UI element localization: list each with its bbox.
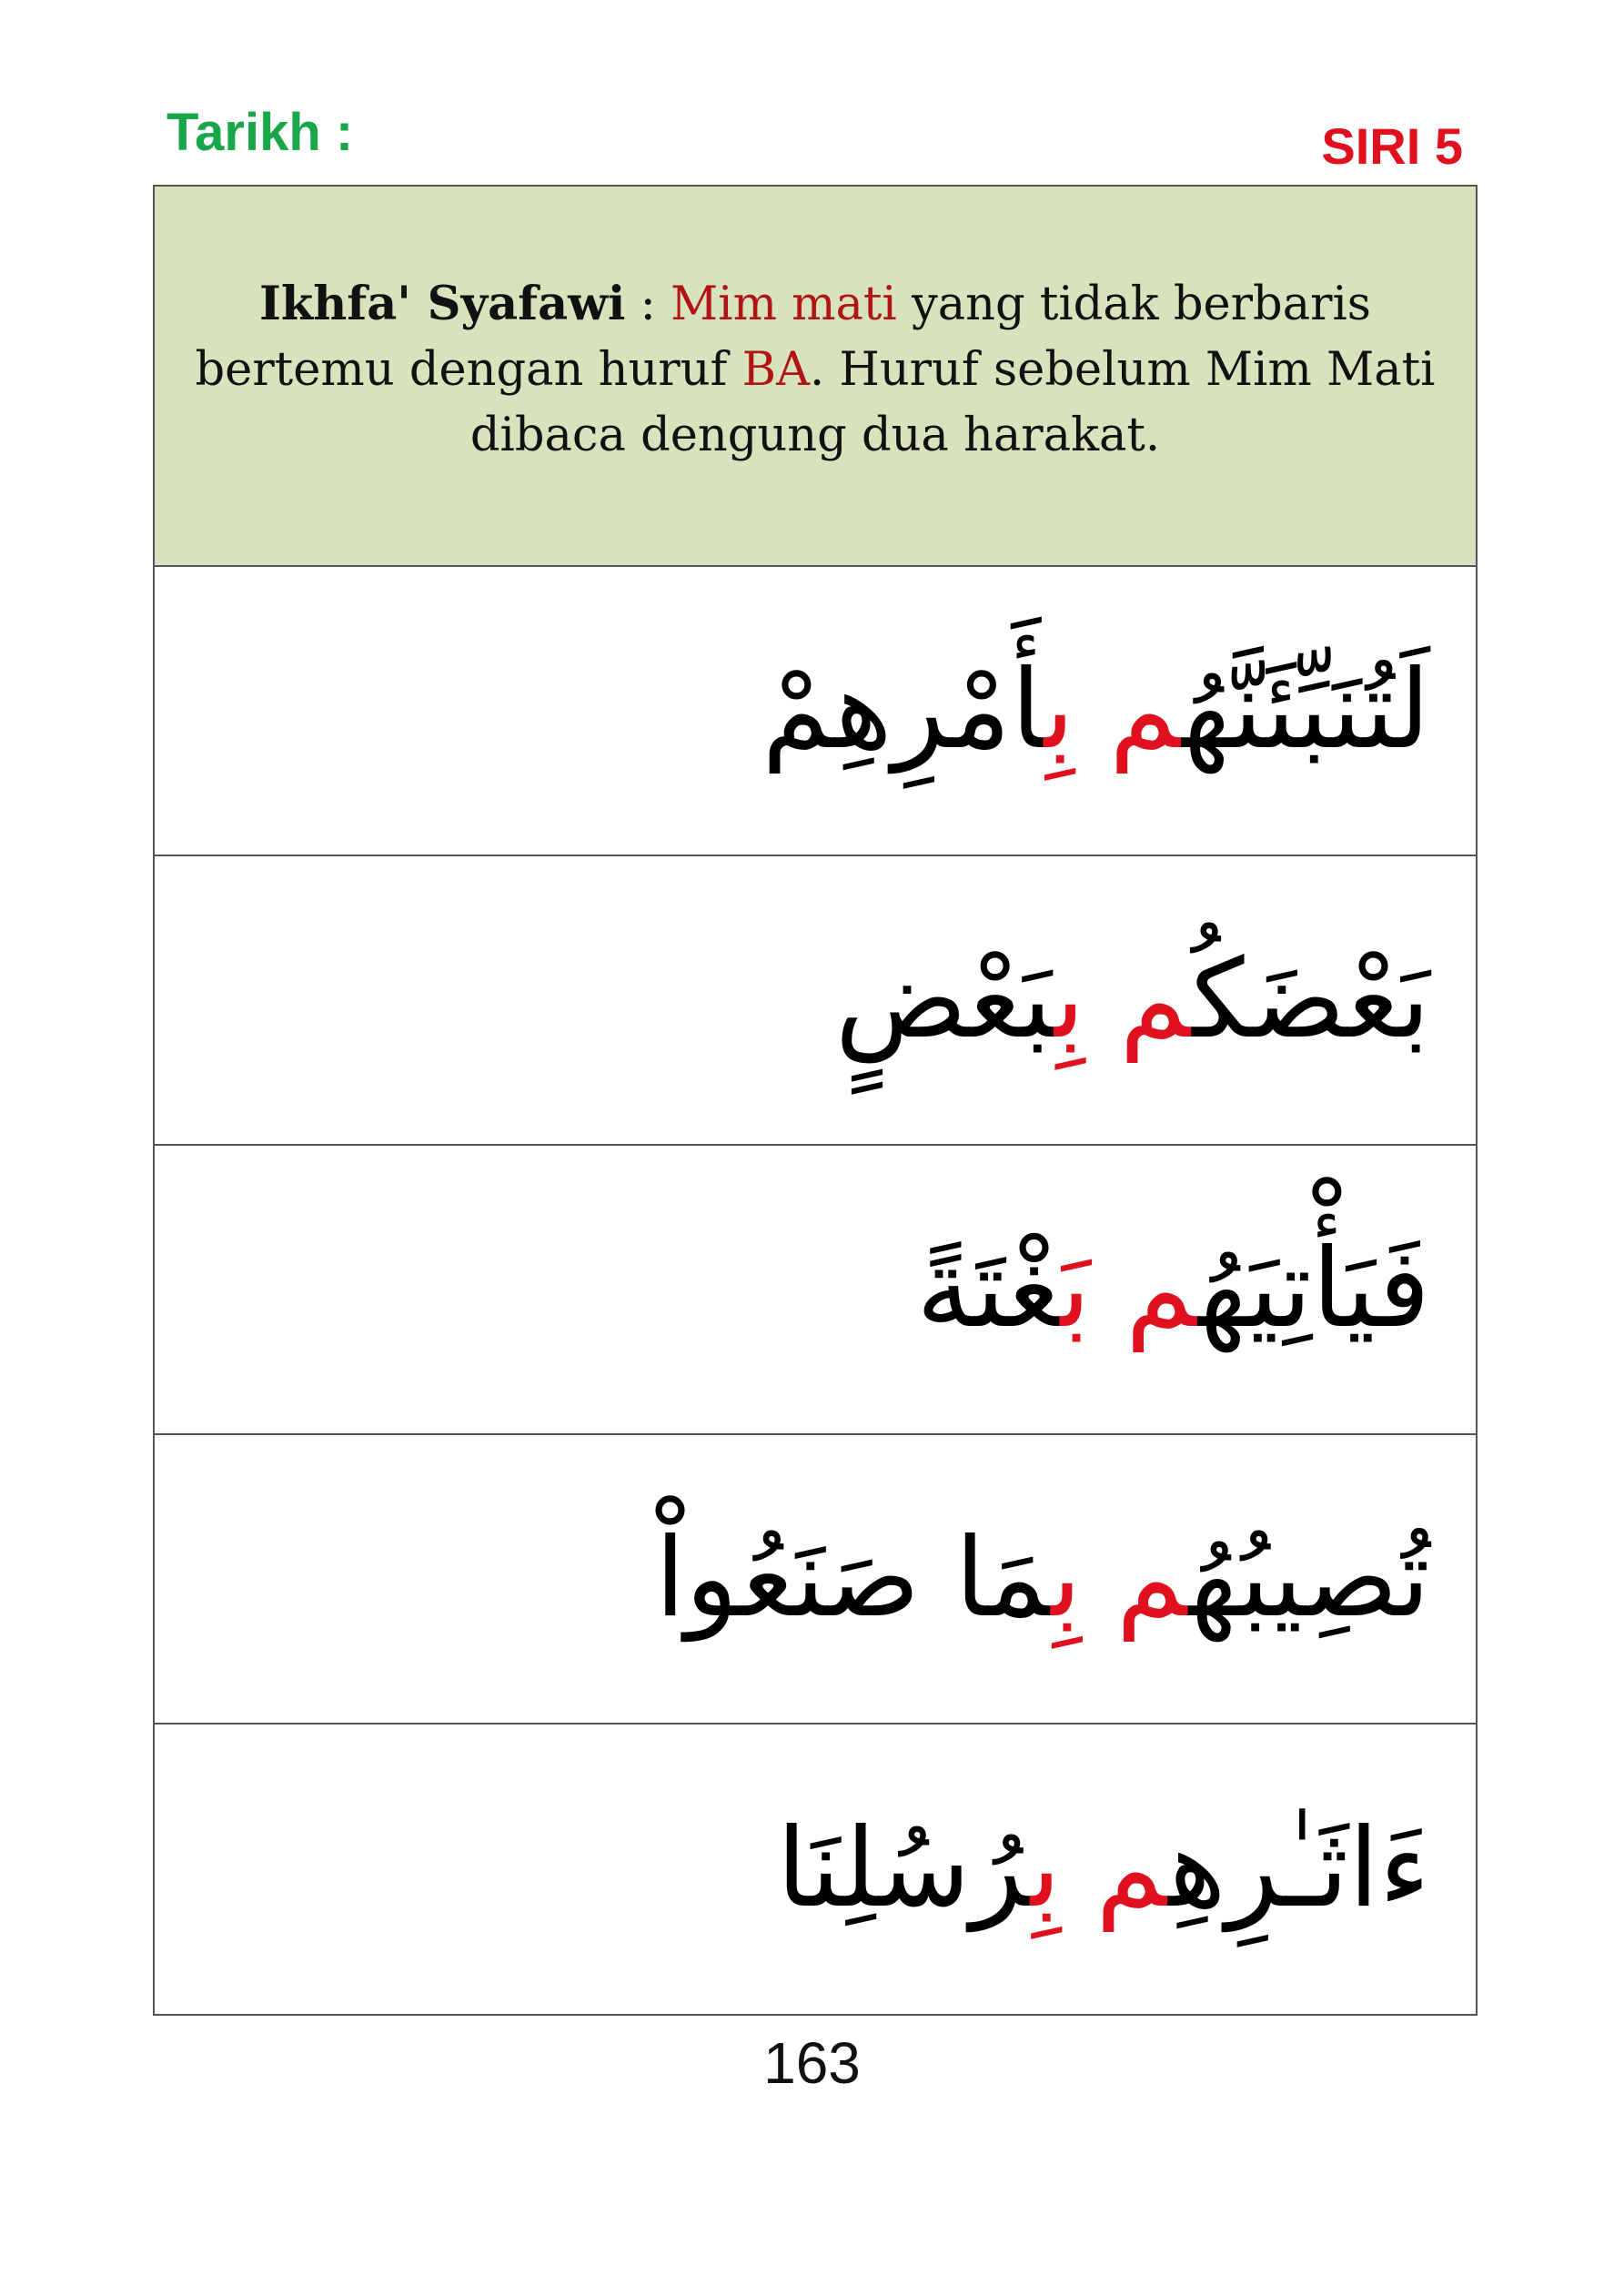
- verse-highlight: م بَ: [1060, 1226, 1198, 1352]
- verse-row: [155, 567, 1476, 856]
- rule-term: Ikhfa' Syafawi: [259, 276, 626, 331]
- verse-row: [155, 856, 1476, 1146]
- page-number: 163: [763, 2030, 861, 2096]
- verse-text: [835, 935, 1430, 1066]
- verse-text-after: بَعْضٍ: [834, 936, 1054, 1063]
- verse-text-after: أَمْرِهِمْ: [762, 647, 1044, 774]
- verse-highlight: م بِ: [1051, 1515, 1189, 1642]
- verse-text-after: غْتَةً: [916, 1226, 1061, 1352]
- rule-highlight-mim-mati: Mim mati: [671, 277, 897, 331]
- rule-description: [191, 271, 1439, 469]
- verse-text-before: فَيَأْتِيَهُ: [1197, 1226, 1430, 1352]
- verse-highlight: م بِ: [1030, 1805, 1169, 1932]
- rule-box: [155, 187, 1476, 567]
- verse-text-after: مَا صَنَعُواْ: [654, 1515, 1052, 1642]
- series-label: SIRI 5: [1321, 117, 1463, 175]
- verse-text-after: رُسُلِنَا: [776, 1805, 1031, 1932]
- verse-highlight: م بِ: [1044, 647, 1183, 774]
- rule-highlight-ba: BA: [741, 342, 810, 397]
- verse-text: [777, 1804, 1430, 1935]
- verse-text-before: بَعْضَكُ: [1192, 936, 1430, 1063]
- rule-text-part-2: . Huruf sebelum Mim Mati dibaca dengung dua harakat.: [469, 342, 1436, 462]
- verse-text-before: تُصِيبُهُ: [1188, 1515, 1430, 1642]
- verse-text-before: ءَاثَـٰرِهِ: [1168, 1805, 1430, 1932]
- verse-row: [155, 1146, 1476, 1435]
- verse-row: [155, 1725, 1476, 2014]
- verse-row: [155, 1435, 1476, 1725]
- rule-text-part-1: yang tidak berbaris bertemu dengan huruf: [195, 277, 1371, 397]
- verse-text: [655, 1513, 1430, 1644]
- verse-text: [762, 645, 1430, 776]
- verse-highlight: م بِ: [1054, 936, 1193, 1063]
- lesson-table: [153, 185, 1478, 2016]
- verse-text: [916, 1224, 1430, 1355]
- rule-separator: :: [625, 277, 671, 331]
- verse-text-before: لَتُنَبِّئَنَّهُ: [1182, 647, 1430, 774]
- date-label: Tarikh :: [166, 103, 354, 162]
